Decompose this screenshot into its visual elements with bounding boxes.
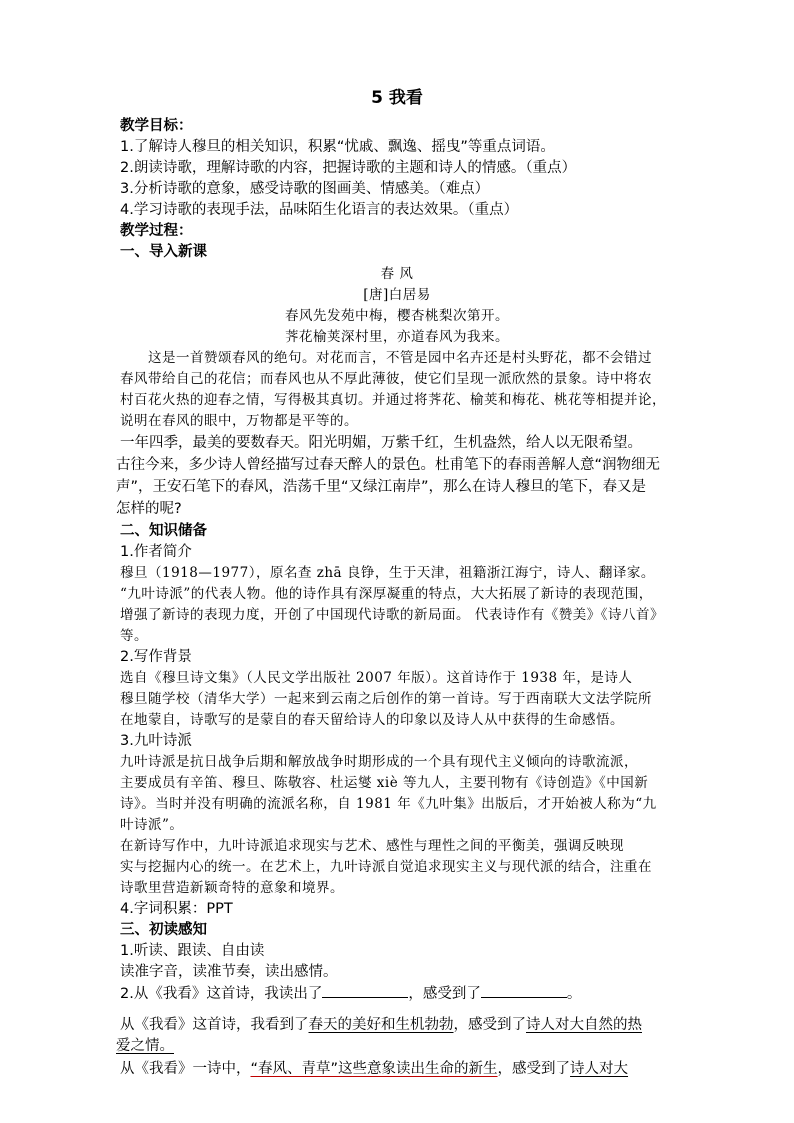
fill-in-prompt xyxy=(120,983,700,1004)
jiuye-line: 主要成员有辛笛、穆旦、陈敬容、杜运燮 xiè 等九人，主要刊物有《诗创造》《中国新 xyxy=(120,775,649,791)
answer-1-underline-2: 诗人对大自然的热 xyxy=(526,1017,642,1033)
answer-1-text-b: ，感受到了 xyxy=(453,1017,526,1033)
jiuye-heading: 3.九叶诗派 xyxy=(120,733,192,749)
answer-2-line xyxy=(120,1059,700,1079)
author-intro-line: 等。 xyxy=(120,628,148,644)
section-1-heading: 一、导入新课 xyxy=(120,244,207,260)
jiuye-line: 九叶诗派是抗日战争后期和解放战争时期形成的一个具有现代主义倾向的诗歌流派， xyxy=(120,754,638,770)
author-intro-line: 穆旦（1918—1977），原名查 zhā 良铮，生于天津，祖籍浙江海宁，诗人、翻译家。 xyxy=(120,565,655,581)
jiuye-line-2: 诗歌里营造新颖奇特的意象和境界。 xyxy=(120,880,344,896)
poem-title: 春 风 xyxy=(380,266,414,282)
background-line: 穆旦随学校（清华大学）一起来到云南之后创作的第一首诗。写于西南联大文法学院所 xyxy=(120,691,652,707)
poem-author: [唐]白居易 xyxy=(363,287,431,303)
author-intro-line: 增强了新诗的表现力度，开创了中国现代诗歌的新局面。 代表诗作有《赞美》《诗八首》 xyxy=(120,607,665,623)
answer-2-underline-1: “春风、青草”这些意象读出生命的新生 xyxy=(250,1061,498,1077)
intro-para-1-line: 村百花火热的迎春之情，写得极其真切。并通过将荠花、榆荚和梅花、桃花等相提并论， xyxy=(120,392,666,408)
jiuye-line-2: 实与挖掘内心的统一。在艺术上，九叶诗派自觉追求现实主义与现代派的结合，注重在 xyxy=(120,859,652,875)
goal-item-3: 3.分析诗歌的意象，感受诗歌的图画美、情感美。（难点） xyxy=(120,181,490,197)
background-line: 选自《穆旦诗文集》（人民文学出版社 2007 年版）。这首诗作于 1938 年，是诗人 xyxy=(120,670,633,686)
fill-in-text-c: 。 xyxy=(566,986,582,1002)
reading-text: 读准字音，读准节奏，读出感情。 xyxy=(120,964,338,980)
goal-item-1: 1.了解诗人穆旦的相关知识，积累“忧戚、飘逸、摇曳”等重点词语。 xyxy=(120,139,555,155)
intro-para-2-line: 一年四季，最美的要数春天。阳光明媚，万紫千红，生机盎然，给人以无限希望。 xyxy=(120,435,642,451)
intro-para-2-line: 古往今来，多少诗人曾经描写过春天醉人的景色。杜甫笔下的春雨善解人意“润物细无 xyxy=(116,457,661,473)
intro-para-1-line: 这是一首赞颂春风的绝句。对花而言，不管是园中名卉还是村头野花，都不会错过 xyxy=(148,350,652,366)
answer-1-underline-3: 爱之情。 xyxy=(116,1038,174,1054)
poem-line-1: 春风先发苑中梅，樱杏桃梨次第开。 xyxy=(285,308,509,324)
poem-line-2: 荠花榆荚深村里，亦道春风为我来。 xyxy=(285,329,509,345)
goals-heading: 教学目标： xyxy=(120,118,193,134)
intro-para-1-line: 说明在春风的眼中，万物都是平等的。 xyxy=(120,413,358,429)
fill-in-blank-1 xyxy=(322,983,408,998)
answer-2-text-b: ，感受到了 xyxy=(497,1061,571,1077)
goal-item-2: 2.朗读诗歌，理解诗歌的内容，把握诗歌的主题和诗人的情感。（重点） xyxy=(120,160,577,176)
page-title: 5 我看 xyxy=(371,88,423,108)
goal-item-4: 4.学习诗歌的表现手法，品味陌生化语言的表达效果。（重点） xyxy=(120,202,519,218)
jiuye-line-2: 在新诗写作中，九叶诗派追求现实与艺术、感性与理性之间的平衡美，强调反映现 xyxy=(120,838,624,854)
answer-1-line xyxy=(120,1015,700,1035)
fill-in-text-b: ，感受到了 xyxy=(408,986,481,1002)
author-intro-line: “九叶诗派”的代表人物。他的诗作具有深厚凝重的特点，大大拓展了新诗的表现范围， xyxy=(120,586,653,602)
fill-in-text-a: 2.从《我看》这首诗，我读出了 xyxy=(120,986,323,1002)
jiuye-line: 叶诗派”。 xyxy=(120,817,184,833)
intro-para-2-line: 声”，王安石笔下的春风，浩荡千里“又绿江南岸”，那么在诗人穆旦的笔下，春又是 xyxy=(116,479,647,495)
answer-1-text: 从《我看》这首诗，我看到了 xyxy=(120,1017,309,1033)
answer-2-underline-2: 诗人对大 xyxy=(570,1061,629,1077)
reading-heading: 1.听读、跟读、自由读 xyxy=(120,943,265,959)
answer-1-underline-1: 春天的美好和生机勃勃 xyxy=(308,1017,454,1033)
process-heading: 教学过程： xyxy=(120,223,193,239)
intro-para-2-line: 怎样的呢? xyxy=(116,501,182,517)
author-intro-heading: 1.作者简介 xyxy=(120,544,192,560)
intro-para-1-line: 春风带给自己的花信；而春风也从不厚此薄彼，使它们呈现一派欣然的景象。诗中将农 xyxy=(120,371,652,387)
answer-2-text: 从《我看》一诗中， xyxy=(120,1061,251,1077)
background-heading: 2.写作背景 xyxy=(120,649,192,665)
vocab-heading: 4.字词积累：PPT xyxy=(120,901,233,917)
section-2-heading: 二、知识储备 xyxy=(120,523,207,539)
fill-in-blank-2 xyxy=(481,983,567,998)
section-3-heading: 三、初读感知 xyxy=(120,922,207,938)
background-line: 在地蒙自，诗歌写的是蒙自的春天留给诗人的印象以及诗人从中获得的生命感悟。 xyxy=(120,712,624,728)
jiuye-line: 诗》。当时并没有明确的流派名称，自 1981 年《九叶集》出版后，才开始被人称为“九 xyxy=(120,796,657,812)
answer-1-line-2 xyxy=(116,1036,696,1056)
